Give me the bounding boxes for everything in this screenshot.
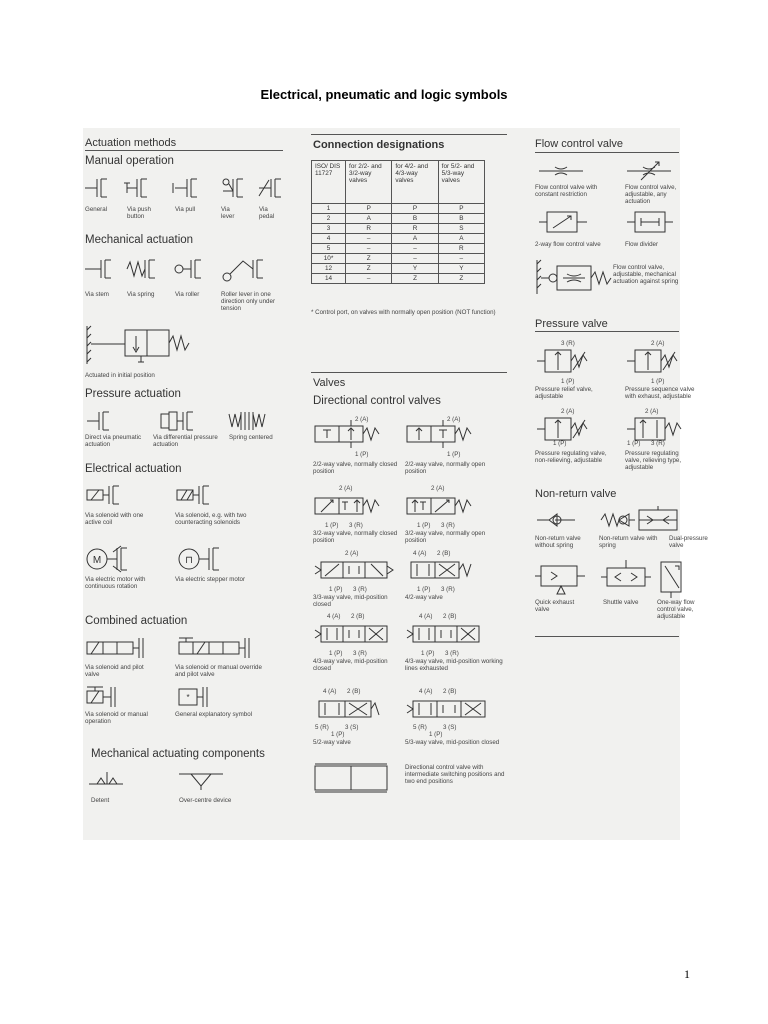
table-cell: – <box>346 274 392 284</box>
port-label: 1 (P) <box>429 731 443 738</box>
table-cell: – <box>392 244 438 254</box>
flow-control-valve-heading: Flow control valve <box>535 138 624 150</box>
electrical-actuation-heading: Electrical actuation <box>85 463 182 475</box>
table-cell: Z <box>392 274 438 284</box>
non-return-caption-one-way: One-way flow control valve, adjustable <box>657 599 695 620</box>
intermediate-caption: Directional control valve with intermediate switching positions and two end positions <box>405 764 505 785</box>
port-label: 3 (R) <box>353 650 367 657</box>
table-cell: P <box>346 204 392 214</box>
flow-caption-adjustable: Flow control valve, adjustable, any actuation <box>625 184 677 205</box>
actuated-initial-symbol <box>85 324 195 366</box>
pressure-actuation-heading: Pressure actuation <box>85 388 181 400</box>
valve-3-3-symbol <box>313 556 399 584</box>
flow-caption-mechanical: Flow control valve, adjustable, mechanical actuation against spring <box>613 264 679 285</box>
valve-4-2-symbol <box>405 556 475 584</box>
port-label: 2 (A) <box>645 408 659 415</box>
motor-letter: M <box>92 555 102 566</box>
port-label: 2 (A) <box>431 485 445 492</box>
table-cell: – <box>346 234 392 244</box>
table-cell: A <box>346 214 392 224</box>
port-label: 3 (R) <box>441 522 455 529</box>
combined-actuation-symbols-2 <box>83 685 293 707</box>
valve-3-2-nc-symbol <box>313 492 383 520</box>
manual-caption-push-button: Via push button <box>127 206 151 220</box>
table-cell: A <box>392 234 438 244</box>
port-label: 3 (S) <box>443 724 457 731</box>
port-label: 2 (A) <box>345 550 359 557</box>
port-label: 1 (P) <box>553 440 567 447</box>
table-cell: 3 <box>312 224 346 234</box>
port-label: 1 (P) <box>355 451 369 458</box>
divider <box>85 150 283 151</box>
page-title: Electrical, pneumatic and logic symbols <box>260 87 508 102</box>
table-cell: 14 <box>312 274 346 284</box>
mechanical-caption-roller: Via roller <box>175 291 200 298</box>
table-cell: – <box>392 254 438 264</box>
table-cell: S <box>438 224 484 234</box>
mechanical-caption-spring: Via spring <box>127 291 155 298</box>
combined-caption-override-pilot: Via solenoid or manual override and pilot valve <box>175 664 262 678</box>
port-label: 1 (P) <box>447 451 461 458</box>
electrical-caption-one-coil: Via solenoid with one active coil <box>85 512 144 526</box>
flow-caption-divider: Flow divider <box>625 241 659 248</box>
page-number: 1 <box>684 967 690 981</box>
port-label: 3 (R) <box>445 650 459 657</box>
component-caption-detent: Detent <box>91 797 110 804</box>
manual-caption-pedal: Via pedal <box>259 206 275 220</box>
table-header-cell: for 2/2- and 3/2-way valves <box>346 161 392 204</box>
table-header-cell: ISO/ DIS 11727 <box>312 161 346 204</box>
pressure-valve-heading: Pressure valve <box>535 318 608 330</box>
table-row <box>312 244 485 254</box>
mechanical-caption-stem: Via stem <box>85 291 109 298</box>
pressure-caption-relieving: Pressure regulating valve, relieving type, adjustable <box>625 450 682 471</box>
valve-caption: 2/2-way valve, normally closed position <box>313 461 398 475</box>
non-return-symbols-2 <box>535 558 681 598</box>
table-cell: 5 <box>312 244 346 254</box>
port-label: 4 (A) <box>323 688 337 695</box>
manual-operation-heading: Manual operation <box>85 155 174 167</box>
valve-5-2-symbol <box>313 695 383 723</box>
svg-text:*: * <box>186 693 190 702</box>
mechanical-components-heading: Mechanical actuating components <box>91 748 265 760</box>
port-label: 1 (P) <box>651 378 665 385</box>
mechanical-actuation-heading: Mechanical actuation <box>85 234 194 246</box>
table-cell: P <box>438 204 484 214</box>
flow-control-mechanical-symbol <box>535 256 625 298</box>
port-label: 4 (A) <box>419 688 433 695</box>
table-cell: Z <box>346 254 392 264</box>
actuation-methods-heading: Actuation methods <box>85 137 177 149</box>
port-label: 3 (R) <box>441 586 455 593</box>
port-label: 5 (R) <box>315 724 329 731</box>
port-label: 3 (R) <box>353 586 367 593</box>
table-cell: A <box>438 234 484 244</box>
pressure-caption-spring-centered: Spring centered <box>229 434 273 441</box>
actuated-initial-caption: Actuated in initial position <box>85 372 155 379</box>
port-label: 4 (A) <box>413 550 427 557</box>
flow-caption-constant: Flow control valve with constant restriction <box>535 184 598 198</box>
valve-2-2-no-symbol <box>405 420 475 448</box>
table-cell: Z <box>346 264 392 274</box>
table-cell: R <box>346 224 392 234</box>
non-return-caption-spring: Non-return valve with spring <box>599 535 658 549</box>
valve-caption: 2/2-way valve, normally open position <box>405 461 486 475</box>
table-cell: R <box>392 224 438 234</box>
table-row <box>312 254 485 264</box>
pressure-caption-relief: Pressure relief valve, adjustable <box>535 386 593 400</box>
pressure-actuation-symbols <box>83 410 293 432</box>
table-cell: 1 <box>312 204 346 214</box>
table-row <box>312 274 485 284</box>
non-return-caption-quick-exhaust: Quick exhaust valve <box>535 599 575 613</box>
valve-4-3-closed-symbol <box>313 620 399 648</box>
table-row <box>312 224 485 234</box>
table-cell: R <box>438 244 484 254</box>
port-label: 2 (A) <box>651 340 665 347</box>
table-header-cell: for 4/2- and 4/3-way valves <box>392 161 438 204</box>
non-return-valve-heading: Non-return valve <box>535 488 617 500</box>
port-label: 2 (B) <box>443 688 457 695</box>
table-row <box>312 234 485 244</box>
port-label: 2 (A) <box>561 408 575 415</box>
flow-control-symbols <box>535 160 679 182</box>
port-label: 3 (R) <box>349 522 363 529</box>
non-return-caption-no-spring: Non-return valve without spring <box>535 535 581 549</box>
divider <box>535 152 679 153</box>
divider <box>311 134 507 135</box>
flow-control-symbols-2 <box>535 208 679 240</box>
motor-symbols <box>83 544 283 574</box>
port-label: 2 (B) <box>443 613 457 620</box>
table-cell: B <box>392 214 438 224</box>
valve-caption: 5/3-way valve, mid-position closed <box>405 739 500 746</box>
combined-caption-general-explanatory: General explanatory symbol <box>175 711 253 718</box>
port-label: 1 (P) <box>331 731 345 738</box>
stepper-glyph: ⊓ <box>185 555 193 566</box>
port-label: 4 (A) <box>419 613 433 620</box>
port-label: 2 (B) <box>351 613 365 620</box>
non-return-symbols <box>535 506 681 536</box>
pressure-caption-sequence: Pressure sequence valve with exhaust, adjustable <box>625 386 695 400</box>
table-cell: 12 <box>312 264 346 274</box>
table-cell: Z <box>438 274 484 284</box>
table-cell: – <box>346 244 392 254</box>
combined-actuation-heading: Combined actuation <box>85 615 188 627</box>
manual-caption-lever: Via lever <box>221 206 235 220</box>
combined-caption-manual-operation: Via solenoid or manual operation <box>85 711 148 725</box>
port-label: 1 (P) <box>329 650 343 657</box>
pressure-caption-regulating: Pressure regulating valve, non-relieving, adjustable <box>535 450 607 464</box>
port-label: 3 (R) <box>651 440 665 447</box>
connection-designations-heading: Connection designations <box>313 139 445 151</box>
port-label: 3 (R) <box>561 340 575 347</box>
table-cell: – <box>438 254 484 264</box>
port-label: 1 (P) <box>417 586 431 593</box>
port-label: 3 (S) <box>345 724 359 731</box>
valve-caption: 4/2-way valve <box>405 594 443 601</box>
table-cell: B <box>438 214 484 224</box>
valve-3-2-no-symbol <box>405 492 475 520</box>
mechanical-actuation-symbols <box>83 255 288 285</box>
manual-operation-symbols <box>83 176 288 200</box>
valve-caption: 3/3-way valve, mid-position closed <box>313 594 388 608</box>
table-cell: P <box>392 204 438 214</box>
manual-caption-general: General <box>85 206 108 213</box>
port-label: 1 (P) <box>627 440 641 447</box>
port-label: 1 (P) <box>417 522 431 529</box>
combined-actuation-symbols <box>83 636 293 664</box>
component-caption-over-centre: Over-centre device <box>179 797 232 804</box>
divider <box>535 331 679 332</box>
table-row <box>312 214 485 224</box>
port-label: 2 (A) <box>339 485 353 492</box>
table-footnote: * Control port, on valves with normally open position (NOT function) <box>311 309 496 316</box>
pressure-caption-direct: Direct via pneumatic actuation <box>85 434 142 448</box>
port-label: 2 (B) <box>347 688 361 695</box>
manual-caption-pull: Via pull <box>175 206 196 213</box>
port-label: 1 (P) <box>421 650 435 657</box>
pressure-caption-differential: Via differential pressure actuation <box>153 434 218 448</box>
table-cell: 4 <box>312 234 346 244</box>
table-cell: Y <box>392 264 438 274</box>
pressure-sequence-symbol <box>625 346 685 380</box>
valve-caption: 3/2-way valve, normally open position <box>405 530 486 544</box>
flow-caption-2-way: 2-way flow control valve <box>535 241 601 248</box>
port-label: 5 (R) <box>413 724 427 731</box>
electrical-caption-stepper: Via electric stepper motor <box>175 576 246 583</box>
mechanical-caption-roller-lever: Roller lever in one direction only under tension <box>221 291 276 312</box>
mechanical-component-symbols <box>83 768 293 792</box>
port-label: 2 (B) <box>437 550 451 557</box>
valve-caption: 3/2-way valve, normally closed position <box>313 530 398 544</box>
connection-designations-table <box>311 160 485 284</box>
table-row <box>312 204 485 214</box>
table-cell: 10* <box>312 254 346 264</box>
valves-heading: Valves <box>313 377 346 389</box>
electrical-actuation-symbols <box>83 486 283 506</box>
divider <box>535 636 679 637</box>
port-label: 4 (A) <box>327 613 341 620</box>
valve-2-2-nc-symbol <box>313 420 383 448</box>
electrical-caption-two-solenoids: Via solenoid, e.g. with two counteracting solenoids <box>175 512 247 526</box>
table-header-cell: for 5/2- and 5/3-way valves <box>438 161 484 204</box>
combined-caption-solenoid-pilot: Via solenoid and pilot valve <box>85 664 144 678</box>
symbol-chart <box>83 128 708 840</box>
non-return-caption-dual: Dual-pressure valve <box>669 535 708 549</box>
directional-valves-heading: Directional control valves <box>313 395 441 407</box>
port-label: 2 (A) <box>355 416 369 423</box>
divider <box>311 372 507 373</box>
table-header-row <box>312 161 485 204</box>
valve-4-3-exhausted-symbol <box>405 620 491 648</box>
port-label: 1 (P) <box>561 378 575 385</box>
intermediate-positions-symbol <box>313 764 405 794</box>
table-cell: Y <box>438 264 484 274</box>
non-return-caption-shuttle: Shuttle valve <box>603 599 639 606</box>
valve-caption: 4/3-way valve, mid-position working lines exhausted <box>405 658 503 672</box>
table-row <box>312 264 485 274</box>
valve-caption: 4/3-way valve, mid-position closed <box>313 658 388 672</box>
electrical-caption-motor: Via electric motor with continuous rotation <box>85 576 146 590</box>
pressure-relief-symbol <box>535 346 595 380</box>
port-label: 2 (A) <box>447 416 461 423</box>
port-label: 1 (P) <box>329 586 343 593</box>
valve-caption: 5/2-way valve <box>313 739 351 746</box>
table-cell: 2 <box>312 214 346 224</box>
port-label: 1 (P) <box>325 522 339 529</box>
valve-5-3-symbol <box>405 695 495 723</box>
